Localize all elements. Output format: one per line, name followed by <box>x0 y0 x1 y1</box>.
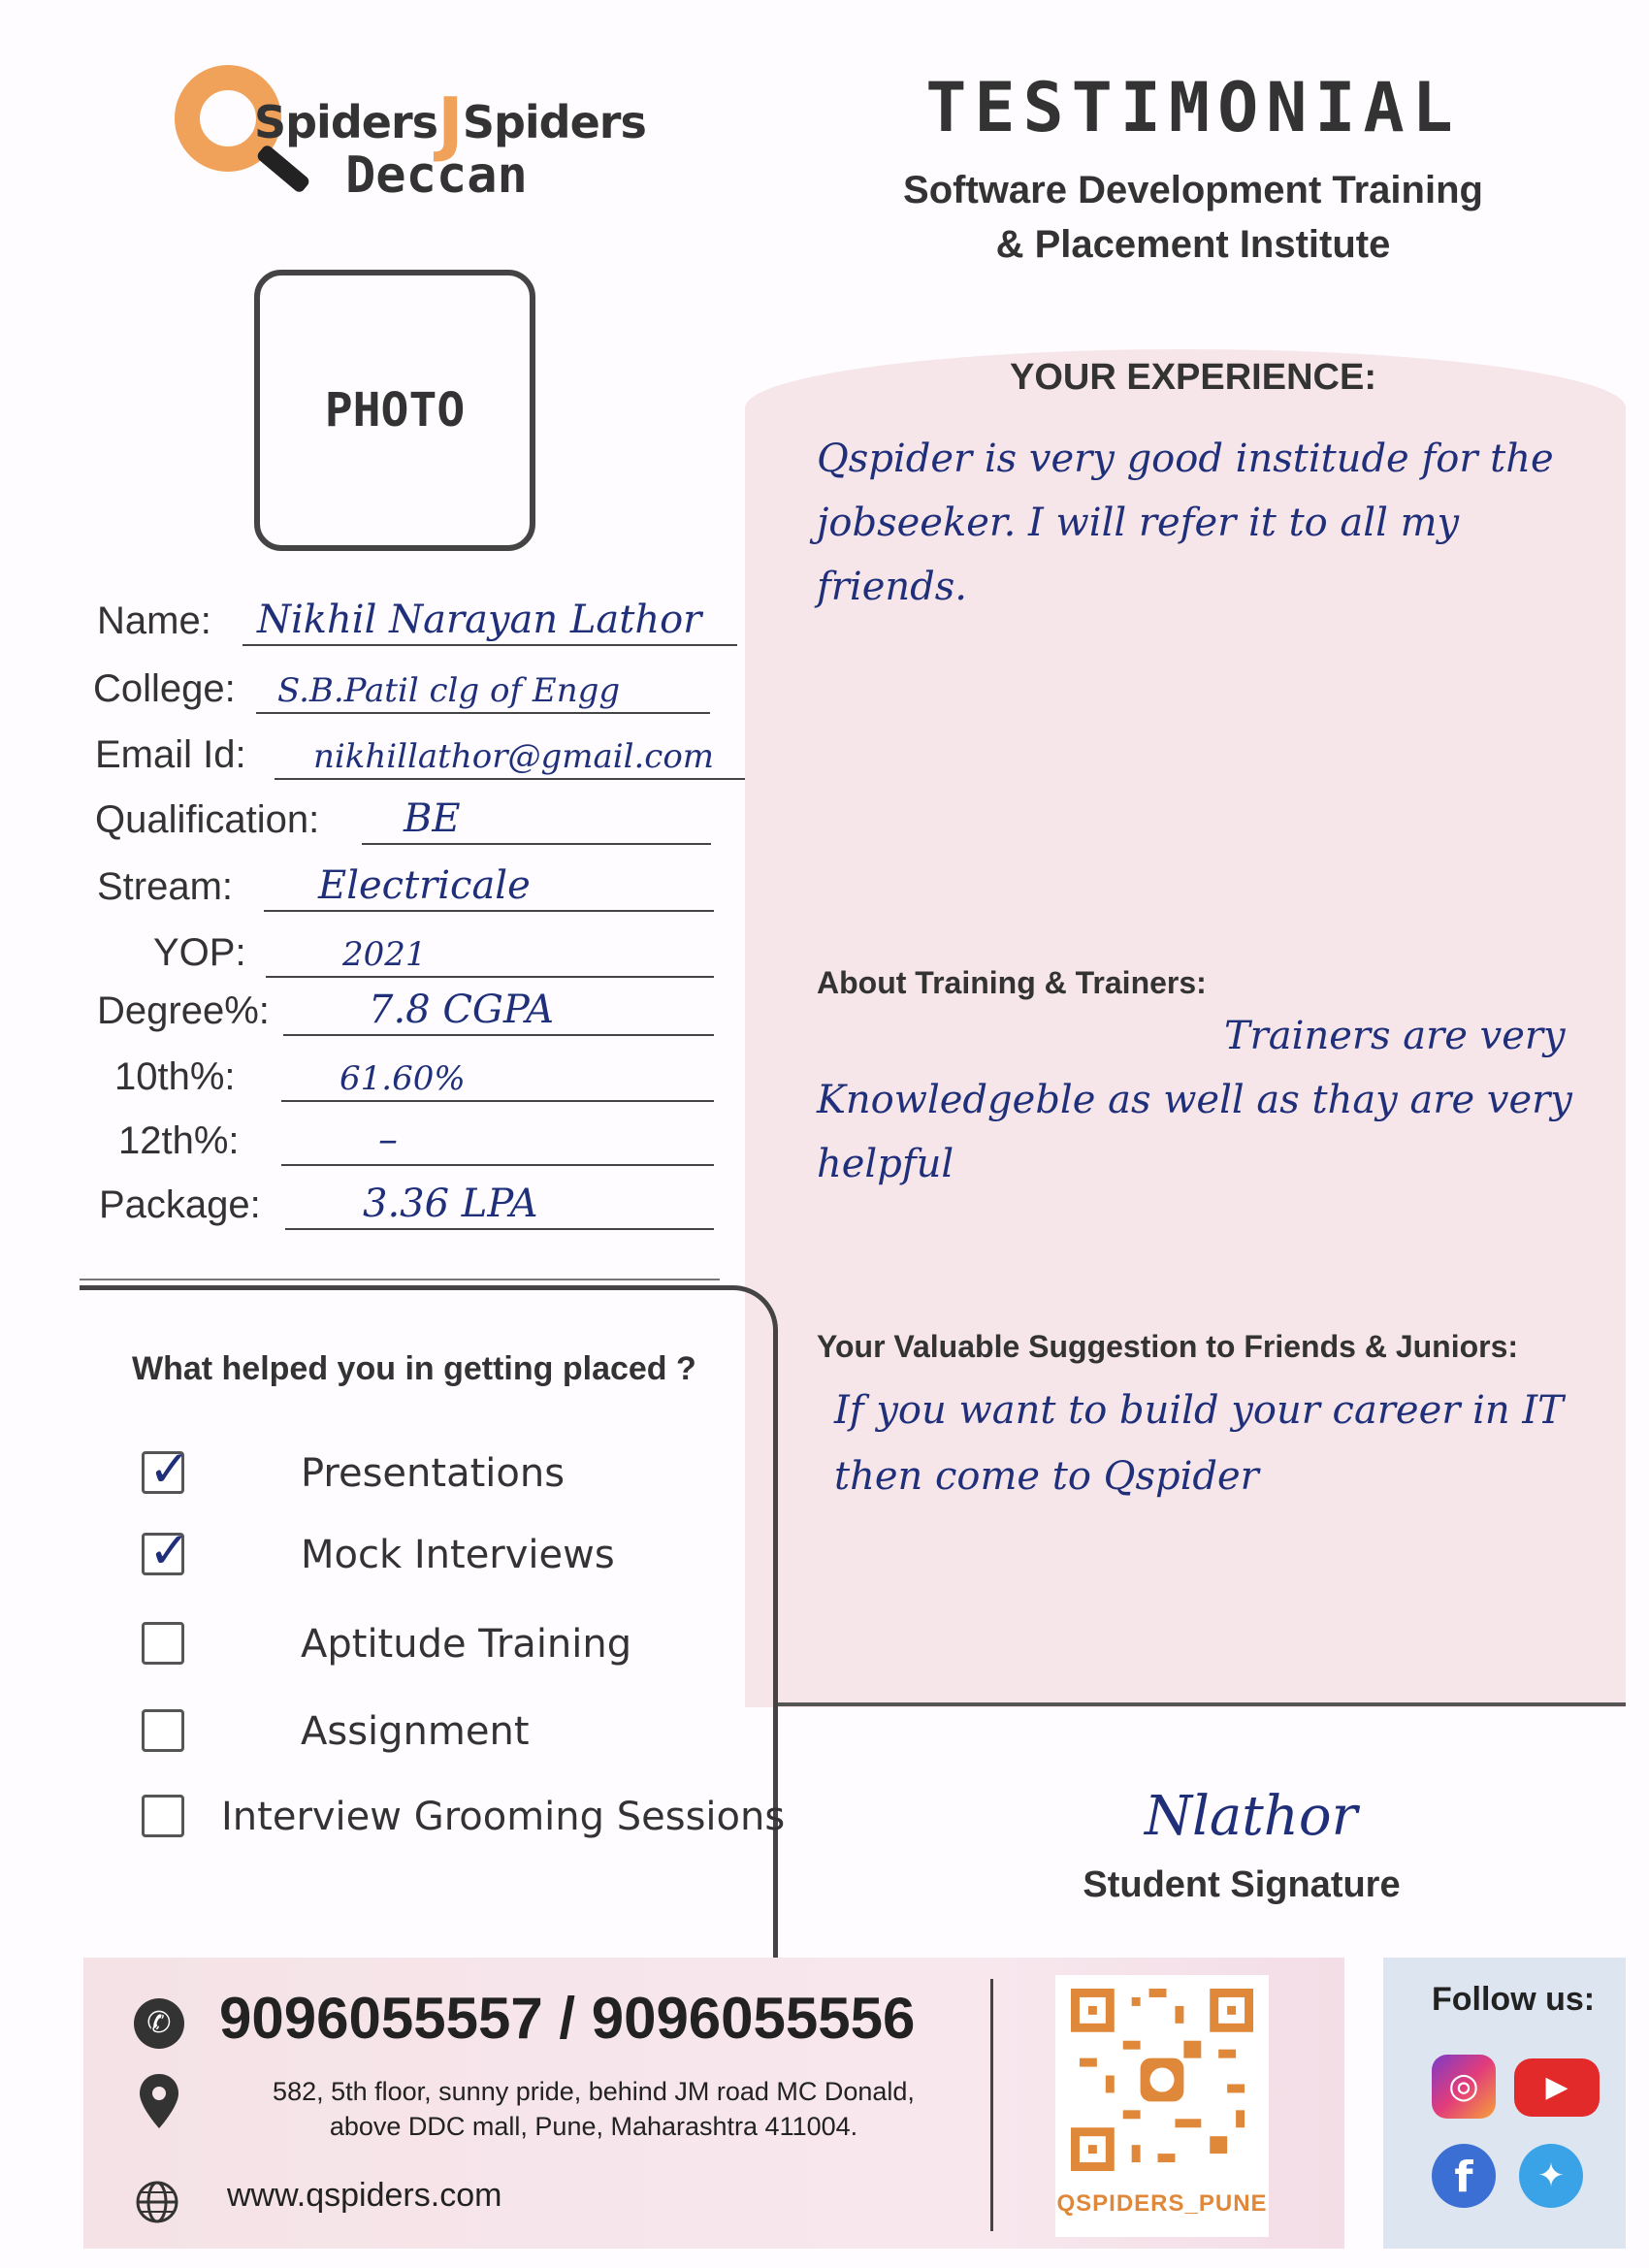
field-qualification-line <box>362 843 711 845</box>
qr-code-block <box>1055 1975 1269 2237</box>
panel-divider <box>776 1702 1626 1706</box>
training-text: Trainers are very Knowledgeble as well as thay are very helpful <box>817 1014 1572 1186</box>
field-package-line <box>285 1228 714 1230</box>
field-college-value: S.B.Patil clg of Engg <box>277 671 621 710</box>
footer <box>83 1958 1626 2249</box>
field-degree <box>97 982 714 1036</box>
student-signature-mark: Nlathor <box>1145 1785 1358 1848</box>
field-name-value: Nikhil Narayan Lathor <box>257 598 702 642</box>
field-qualification-value: BE <box>404 796 461 841</box>
field-package-value: 3.36 LPA <box>363 1182 538 1226</box>
checklist-item-label: Assignment <box>301 1709 530 1754</box>
field-name-label: Name: <box>97 599 211 642</box>
field-10th-value: 61.60% <box>340 1059 466 1098</box>
experience-heading: YOUR EXPERIENCE: <box>1010 357 1376 398</box>
field-10th-line <box>281 1100 714 1102</box>
checklist-item-label: Aptitude Training <box>301 1622 632 1667</box>
logo-brand-left: Spiders <box>254 96 438 148</box>
field-12th-line <box>281 1164 714 1166</box>
experience-text: Qspider is very good institude for the jobseeker. I will refer it to all my friends. <box>817 437 1554 609</box>
field-degree-value: 7.8 CGPA <box>369 988 555 1032</box>
checklist-item-label: Interview Grooming Sessions <box>221 1795 786 1839</box>
field-10th-label: 10th%: <box>114 1055 236 1098</box>
field-degree-label: Degree%: <box>97 989 270 1032</box>
follow-us-label: Follow us: <box>1432 1981 1596 2018</box>
checkbox-assignment[interactable] <box>142 1709 184 1752</box>
field-name-line <box>242 644 737 646</box>
field-package <box>99 1176 714 1230</box>
field-yop <box>153 923 714 978</box>
checkbox-mock-interviews[interactable] <box>142 1522 191 1580</box>
globe-icon <box>134 2179 180 2225</box>
logo-brand-right: Spiders <box>462 96 646 148</box>
field-12th-value: – <box>378 1118 398 1162</box>
field-college <box>93 660 714 714</box>
field-email <box>95 726 745 780</box>
website-link[interactable]: www.qspiders.com <box>227 2177 502 2214</box>
logo-brand-j: J <box>437 82 463 164</box>
training-label: About Training & Trainers: <box>817 965 1207 1000</box>
qr-label: QSPIDERS_PUNE <box>1056 2190 1268 2217</box>
field-12th-label: 12th%: <box>118 1119 240 1162</box>
field-name <box>97 592 737 646</box>
photo-box <box>254 270 535 551</box>
field-yop-label: YOP: <box>153 931 246 974</box>
field-email-line <box>275 778 745 780</box>
field-stream-value: Electricale <box>318 863 531 908</box>
checkbox-interview-grooming[interactable] <box>142 1795 184 1837</box>
address-line-1: 582, 5th floor, sunny pride, behind JM road MC Donald, <box>273 2077 915 2106</box>
checkbox-presentations[interactable] <box>142 1441 191 1499</box>
phone-icon: ✆ <box>134 1998 184 2049</box>
field-12th <box>118 1112 714 1166</box>
address-line-2: above DDC mall, Pune, Maharashtra 411004. <box>329 2112 858 2141</box>
page-subtitle <box>834 163 1552 272</box>
suggestion-label: Your Valuable Suggestion to Friends & Juniors: <box>817 1329 1519 1364</box>
twitter-icon[interactable]: ✦ <box>1519 2144 1583 2208</box>
field-qualification <box>95 791 716 845</box>
checklist-question: What helped you in getting placed ? <box>132 1350 696 1387</box>
field-stream-line <box>264 910 714 912</box>
field-college-label: College: <box>93 667 236 710</box>
facebook-icon[interactable]: f <box>1432 2144 1496 2208</box>
qr-code-icon <box>1071 1989 1253 2171</box>
check-mark-icon: ✓ <box>148 1441 191 1499</box>
field-degree-line <box>283 1034 714 1036</box>
page-title: TESTIMONIAL <box>925 68 1461 147</box>
field-yop-value: 2021 <box>342 935 427 974</box>
location-pin-icon <box>138 2072 180 2130</box>
checklist-item-label: Mock Interviews <box>301 1533 615 1577</box>
student-signature-label: Student Signature <box>1083 1864 1401 1905</box>
field-stream <box>97 858 714 912</box>
checkbox-aptitude-training[interactable] <box>142 1622 184 1665</box>
field-yop-line <box>266 976 714 978</box>
subtitle-line-2: & Placement Institute <box>995 223 1391 266</box>
field-package-label: Package: <box>99 1183 261 1226</box>
qspiders-jspiders-logo <box>165 53 650 209</box>
field-stream-label: Stream: <box>97 865 234 908</box>
instagram-icon[interactable]: ◎ <box>1432 2055 1496 2119</box>
card-separator <box>80 1279 720 1280</box>
logo-deccan: Deccan <box>345 146 528 205</box>
checklist-item-label: Presentations <box>301 1451 566 1496</box>
check-mark-icon: ✓ <box>148 1522 191 1580</box>
field-qualification-label: Qualification: <box>95 798 320 841</box>
field-10th <box>114 1048 714 1102</box>
youtube-icon[interactable]: ▶ <box>1514 2058 1600 2117</box>
phone-numbers: 9096055557 / 9096055556 <box>219 1986 916 2051</box>
field-college-line <box>256 712 710 714</box>
subtitle-line-1: Software Development Training <box>903 169 1483 211</box>
photo-label: PHOTO <box>324 383 466 437</box>
address <box>177 2074 1011 2144</box>
suggestion-text: If you want to build your career in IT then come to Qspider <box>834 1388 1564 1499</box>
field-email-value: nikhillathor@gmail.com <box>313 737 715 776</box>
field-email-label: Email Id: <box>95 733 246 776</box>
